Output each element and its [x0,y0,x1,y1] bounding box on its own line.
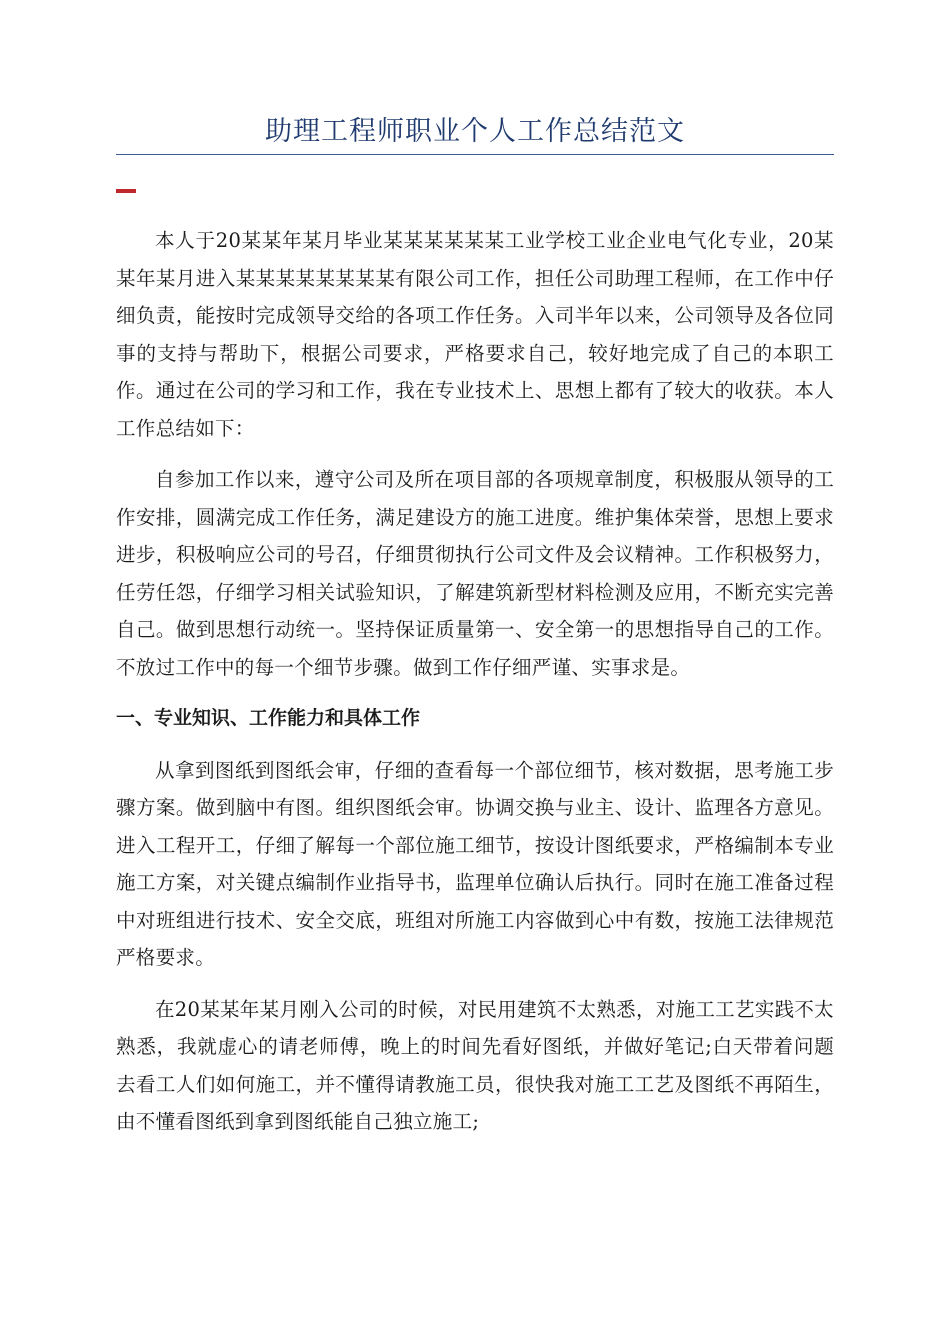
document-body [116,222,834,1155]
section-heading: 一、专业知识、工作能力和具体工作 [116,707,421,729]
paragraph-attitude: 自参加工作以来，遵守公司及所在项目部的各项规章制度，积极服从领导的工作安排，圆满完成工作任务，满足建设方的施工进度。维护集体荣誉，思想上要求进步，积极响应公司的号召，仔细贯彻执行公司文件及会议精神。工作积极努力，任劳任怨，仔细学习相关试验知识，了解建筑新型材料检测及应用，不断充实完善自己。做到思想行动统一。坚持保证质量第一、安全第一的思想指导自己的工作。不放过工作中的每一个细节步骤。做到工作仔细严谨、实事求是。 [116,468,834,679]
red-accent-mark [116,189,136,193]
paragraph-learning: 在20某某年某月刚入公司的时候，对民用建筑不太熟悉，对施工工艺实践不太熟悉，我就虚心的请老师傅，晚上的时间先看好图纸，并做好笔记;白天带着问题去看工人们如何施工，并不懂得请教施工员，很快我对施工工艺及图纸不再陌生，由不懂看图纸到拿到图纸能自己独立施工; [116,997,834,1133]
title-underline [116,154,834,155]
document-title: 助理工程师职业个人工作总结范文 [265,116,685,147]
paragraph-intro: 本人于20某某年某月毕业某某某某某某工业学校工业企业电气化专业，20某某年某月进入某某某某某某某某有限公司工作，担任公司助理工程师，在工作中仔细负责，能按时完成领导交给的各项工作任务。入司半年以来，公司领导及各位同事的支持与帮助下，根据公司要求，严格要求自己，较好地完成了自己的本职工作。通过在公司的学习和工作，我在专业技术上、思想上都有了较大的收获。本人工作总结如下： [116,229,834,440]
paragraph-drawings: 从拿到图纸到图纸会审，仔细的查看每一个部位细节，核对数据，思考施工步骤方案。做到脑中有图。组织图纸会审。协调交换与业主、设计、监理各方意见。进入工程开工，仔细了解每一个部位施工细节，按设计图纸要求，严格编制本专业施工方案，对关键点编制作业指导书，监理单位确认后执行。同时在施工准备过程中对班组进行技术、安全交底，班组对所施工内容做到心中有数，按施工法律规范严格要求。 [116,758,834,969]
